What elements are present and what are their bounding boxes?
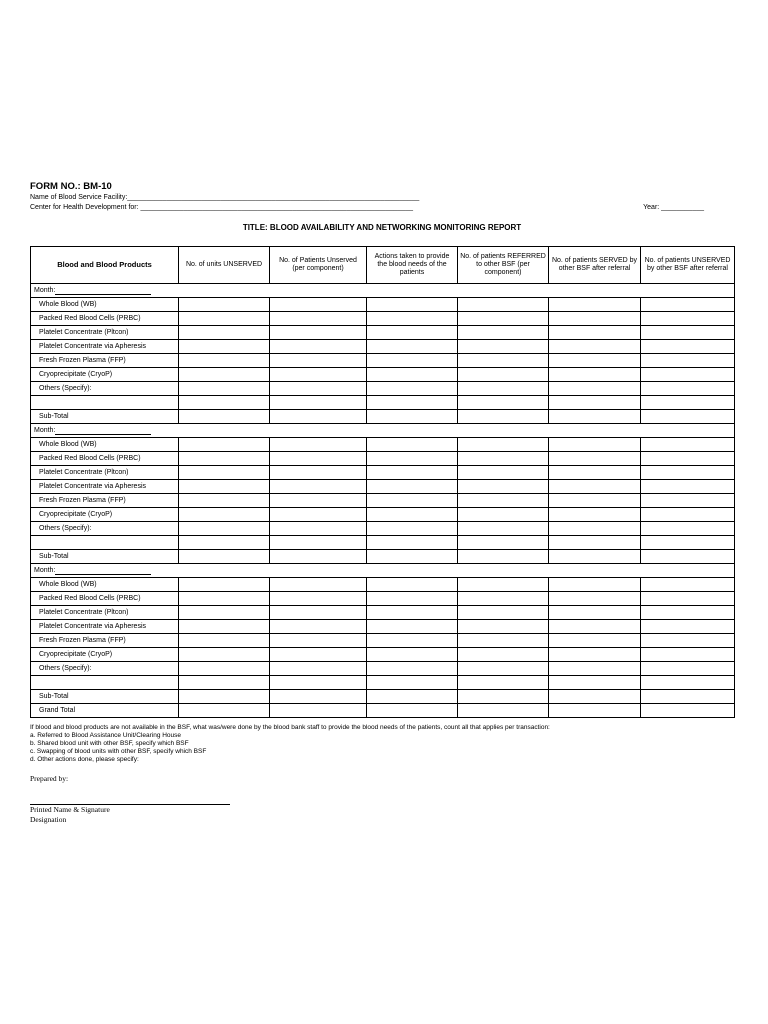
product-label: Fresh Frozen Plasma (FFP) (31, 634, 179, 648)
data-cell[interactable] (179, 312, 270, 326)
data-cell[interactable] (179, 452, 270, 466)
data-cell[interactable] (179, 368, 270, 382)
table-row (31, 480, 735, 494)
data-cell[interactable] (641, 368, 735, 382)
data-cell[interactable] (367, 326, 458, 340)
month-blank[interactable] (55, 288, 151, 295)
data-cell[interactable] (367, 536, 458, 550)
data-cell[interactable] (179, 690, 270, 704)
data-cell[interactable] (270, 662, 367, 676)
data-cell[interactable] (179, 438, 270, 452)
data-cell[interactable] (641, 578, 735, 592)
data-cell[interactable] (641, 326, 735, 340)
data-cell[interactable] (549, 438, 641, 452)
product-label: Platelet Concentrate (Pltcon) (31, 326, 179, 340)
report-table (30, 246, 735, 718)
data-cell[interactable] (549, 382, 641, 396)
signature-line[interactable] (30, 784, 230, 805)
data-cell[interactable] (641, 452, 735, 466)
data-cell[interactable] (549, 410, 641, 424)
data-cell[interactable] (458, 326, 549, 340)
product-label: Whole Blood (WB) (31, 578, 179, 592)
data-cell[interactable] (458, 480, 549, 494)
data-cell[interactable] (179, 606, 270, 620)
data-cell[interactable] (179, 662, 270, 676)
note-item: b. Shared blood unit with other BSF, specify which BSF (30, 740, 189, 747)
data-cell[interactable] (367, 508, 458, 522)
blank-cell[interactable] (31, 396, 179, 410)
data-cell[interactable] (270, 634, 367, 648)
data-cell[interactable] (270, 536, 367, 550)
product-label: Platelet Concentrate via Apheresis (31, 340, 179, 354)
center-line (30, 203, 734, 213)
data-cell[interactable] (179, 536, 270, 550)
notes-intro: If blood and blood products are not available in the BSF, what was/were done by the blood bank staff to provide the blood needs of the patients, count all that applies per transaction: (30, 724, 550, 731)
grand-total-row (31, 704, 735, 718)
data-cell[interactable] (549, 368, 641, 382)
month-label: Month: (34, 286, 56, 294)
report-title: TITLE: BLOOD AVAILABILITY AND NETWORKING MONITORING REPORT (242, 223, 522, 232)
data-cell[interactable] (641, 704, 735, 718)
col-patients-unserved-after: No. of patients UNSERVED by other BSF after referral (641, 247, 735, 284)
product-label: Platelet Concentrate via Apheresis (31, 620, 179, 634)
product-label: Whole Blood (WB) (31, 438, 179, 452)
data-cell[interactable] (270, 690, 367, 704)
data-cell[interactable] (641, 298, 735, 312)
data-cell[interactable] (458, 438, 549, 452)
data-cell[interactable] (549, 452, 641, 466)
header-row (31, 247, 735, 284)
data-cell[interactable] (641, 438, 735, 452)
data-cell[interactable] (458, 578, 549, 592)
data-cell[interactable] (367, 550, 458, 564)
table-row (31, 620, 735, 634)
blank-row (31, 676, 735, 690)
month-row (31, 564, 735, 578)
table-row (31, 592, 735, 606)
data-cell[interactable] (367, 704, 458, 718)
data-cell[interactable] (179, 550, 270, 564)
data-cell[interactable] (549, 578, 641, 592)
product-label: Whole Blood (WB) (31, 298, 179, 312)
data-cell[interactable] (458, 382, 549, 396)
product-label: Platelet Concentrate via Apheresis (31, 480, 179, 494)
month-label: Month: (34, 426, 56, 434)
data-cell[interactable] (549, 620, 641, 634)
blank-row (31, 396, 735, 410)
data-cell[interactable] (458, 592, 549, 606)
col-patients-unserved: No. of Patients Unserved (per component) (270, 247, 367, 284)
month-cell[interactable] (31, 284, 735, 298)
data-cell[interactable] (458, 396, 549, 410)
subtotal-label: Sub-Total (31, 410, 179, 424)
product-label: Cryoprecipitate (CryoP) (31, 648, 179, 662)
data-cell[interactable] (458, 340, 549, 354)
data-cell[interactable] (458, 298, 549, 312)
col-patients-served: No. of patients SERVED by other BSF after referral (549, 247, 641, 284)
data-cell[interactable] (367, 634, 458, 648)
data-cell[interactable] (270, 354, 367, 368)
data-cell[interactable] (367, 410, 458, 424)
note-item: c. Swapping of blood units with other BSF, specify which BSF (30, 748, 207, 755)
data-cell[interactable] (549, 704, 641, 718)
data-cell[interactable] (367, 606, 458, 620)
data-cell[interactable] (549, 550, 641, 564)
data-cell[interactable] (179, 480, 270, 494)
data-cell[interactable] (641, 620, 735, 634)
product-label: Packed Red Blood Cells (PRBC) (31, 312, 179, 326)
data-cell[interactable] (179, 340, 270, 354)
data-cell[interactable] (367, 578, 458, 592)
center-label[interactable]: Center for Health Development for: ______________________________________________________________________ (30, 204, 414, 211)
data-cell[interactable] (367, 690, 458, 704)
data-cell[interactable] (641, 648, 735, 662)
data-cell[interactable] (641, 396, 735, 410)
product-label: Platelet Concentrate (Pltcon) (31, 466, 179, 480)
subtotal-label: Sub-Total (31, 550, 179, 564)
data-cell[interactable] (367, 452, 458, 466)
data-cell[interactable] (549, 662, 641, 676)
product-label: Others (Specify): (31, 522, 179, 536)
note-item: a. Referred to Blood Assistance Unit/Clearing House (30, 732, 182, 739)
data-cell[interactable] (179, 592, 270, 606)
data-cell[interactable] (458, 536, 549, 550)
data-cell[interactable] (367, 620, 458, 634)
data-cell[interactable] (549, 508, 641, 522)
data-cell[interactable] (458, 494, 549, 508)
data-cell[interactable] (270, 466, 367, 480)
month-row (31, 424, 735, 438)
data-cell[interactable] (179, 634, 270, 648)
data-cell[interactable] (458, 312, 549, 326)
data-cell[interactable] (270, 550, 367, 564)
data-cell[interactable] (641, 466, 735, 480)
data-cell[interactable] (367, 480, 458, 494)
data-cell[interactable] (641, 522, 735, 536)
data-cell[interactable] (179, 704, 270, 718)
prepared-by-label: Prepared by: (30, 774, 69, 783)
data-cell[interactable] (458, 634, 549, 648)
data-cell[interactable] (549, 312, 641, 326)
data-cell[interactable] (549, 648, 641, 662)
data-cell[interactable] (367, 368, 458, 382)
grand-total-label: Grand Total (31, 704, 179, 718)
data-cell[interactable] (179, 578, 270, 592)
month-cell[interactable] (31, 424, 735, 438)
blank-row (31, 536, 735, 550)
data-cell[interactable] (270, 606, 367, 620)
data-cell[interactable] (549, 592, 641, 606)
data-cell[interactable] (367, 438, 458, 452)
table-row (31, 634, 735, 648)
data-cell[interactable] (270, 396, 367, 410)
data-cell[interactable] (641, 508, 735, 522)
data-cell[interactable] (458, 676, 549, 690)
data-cell[interactable] (458, 354, 549, 368)
facility-label[interactable]: Name of Blood Service Facility:___________________________________________________________________________ (30, 194, 420, 201)
data-cell[interactable] (270, 312, 367, 326)
data-cell[interactable] (641, 536, 735, 550)
data-cell[interactable] (270, 340, 367, 354)
data-cell[interactable] (641, 550, 735, 564)
data-cell[interactable] (549, 354, 641, 368)
data-cell[interactable] (367, 592, 458, 606)
data-cell[interactable] (641, 480, 735, 494)
data-cell[interactable] (641, 494, 735, 508)
data-cell[interactable] (549, 536, 641, 550)
data-cell[interactable] (549, 634, 641, 648)
data-cell[interactable] (179, 382, 270, 396)
data-cell[interactable] (270, 522, 367, 536)
data-cell[interactable] (179, 410, 270, 424)
data-cell[interactable] (458, 466, 549, 480)
data-cell[interactable] (458, 662, 549, 676)
data-cell[interactable] (641, 340, 735, 354)
table-row (31, 662, 735, 676)
data-cell[interactable] (549, 676, 641, 690)
data-cell[interactable] (270, 704, 367, 718)
product-label: Others (Specify): (31, 662, 179, 676)
data-cell[interactable] (367, 466, 458, 480)
col-units-unserved: No. of units UNSERVED (179, 247, 270, 284)
year-label[interactable]: Year: ___________ (643, 204, 704, 211)
product-label: Packed Red Blood Cells (PRBC) (31, 592, 179, 606)
data-cell[interactable] (367, 396, 458, 410)
table-row (31, 494, 735, 508)
data-cell[interactable] (270, 480, 367, 494)
data-cell[interactable] (179, 326, 270, 340)
table-row (31, 452, 735, 466)
data-cell[interactable] (549, 494, 641, 508)
data-cell[interactable] (367, 312, 458, 326)
data-cell[interactable] (179, 508, 270, 522)
data-cell[interactable] (367, 298, 458, 312)
data-cell[interactable] (549, 522, 641, 536)
data-cell[interactable] (549, 298, 641, 312)
data-cell[interactable] (270, 676, 367, 690)
printed-name-label: Printed Name & Signature (30, 805, 110, 814)
data-cell[interactable] (179, 620, 270, 634)
data-cell[interactable] (641, 354, 735, 368)
blank-cell[interactable] (31, 536, 179, 550)
table-row (31, 578, 735, 592)
data-cell[interactable] (367, 382, 458, 396)
table-row (31, 354, 735, 368)
data-cell[interactable] (641, 382, 735, 396)
data-cell[interactable] (270, 578, 367, 592)
data-cell[interactable] (367, 676, 458, 690)
product-label: Others (Specify): (31, 382, 179, 396)
month-blank[interactable] (55, 428, 151, 435)
table-row (31, 382, 735, 396)
table-row (31, 508, 735, 522)
product-label: Fresh Frozen Plasma (FFP) (31, 354, 179, 368)
data-cell[interactable] (549, 690, 641, 704)
data-cell[interactable] (641, 312, 735, 326)
product-label: Fresh Frozen Plasma (FFP) (31, 494, 179, 508)
data-cell[interactable] (367, 648, 458, 662)
data-cell[interactable] (367, 340, 458, 354)
data-cell[interactable] (270, 508, 367, 522)
month-cell[interactable] (31, 564, 735, 578)
data-cell[interactable] (549, 340, 641, 354)
data-cell[interactable] (367, 522, 458, 536)
subtotal-row (31, 550, 735, 564)
data-cell[interactable] (458, 368, 549, 382)
table-row (31, 522, 735, 536)
product-label: Cryoprecipitate (CryoP) (31, 368, 179, 382)
blank-cell[interactable] (31, 676, 179, 690)
data-cell[interactable] (549, 606, 641, 620)
data-cell[interactable] (641, 606, 735, 620)
form-number: FORM NO.: BM-10 (30, 181, 112, 192)
data-cell[interactable] (458, 452, 549, 466)
form-page (30, 181, 734, 825)
data-cell[interactable] (458, 648, 549, 662)
data-cell[interactable] (458, 550, 549, 564)
data-cell[interactable] (549, 466, 641, 480)
data-cell[interactable] (367, 354, 458, 368)
data-cell[interactable] (458, 410, 549, 424)
table-row (31, 312, 735, 326)
month-label: Month: (34, 566, 56, 574)
data-cell[interactable] (270, 298, 367, 312)
data-cell[interactable] (641, 410, 735, 424)
note-item: d. Other actions done, please specify: (30, 756, 139, 763)
data-cell[interactable] (549, 396, 641, 410)
col-patients-referred: No. of patients REFERRED to other BSF (per component) (458, 247, 549, 284)
data-cell[interactable] (270, 410, 367, 424)
data-cell[interactable] (179, 298, 270, 312)
data-cell[interactable] (458, 620, 549, 634)
data-cell[interactable] (458, 690, 549, 704)
signature-block (30, 774, 734, 825)
data-cell[interactable] (179, 354, 270, 368)
data-cell[interactable] (179, 648, 270, 662)
data-cell[interactable] (270, 620, 367, 634)
table-row (31, 438, 735, 452)
data-cell[interactable] (270, 592, 367, 606)
data-cell[interactable] (641, 676, 735, 690)
data-cell[interactable] (179, 676, 270, 690)
table-row (31, 340, 735, 354)
col-actions-taken: Actions taken to provide the blood needs of the patients (367, 247, 458, 284)
month-row (31, 284, 735, 298)
product-label: Cryoprecipitate (CryoP) (31, 508, 179, 522)
subtotal-row (31, 410, 735, 424)
data-cell[interactable] (458, 522, 549, 536)
product-label: Packed Red Blood Cells (PRBC) (31, 452, 179, 466)
designation-label: Designation (30, 815, 67, 824)
subtotal-row (31, 690, 735, 704)
data-cell[interactable] (270, 326, 367, 340)
data-cell[interactable] (641, 592, 735, 606)
data-cell[interactable] (641, 662, 735, 676)
data-cell[interactable] (458, 704, 549, 718)
table-row (31, 606, 735, 620)
facility-line (30, 193, 734, 203)
data-cell[interactable] (179, 466, 270, 480)
data-cell[interactable] (179, 522, 270, 536)
month-blank[interactable] (55, 568, 151, 575)
table-row (31, 368, 735, 382)
data-cell[interactable] (179, 494, 270, 508)
data-cell[interactable] (179, 396, 270, 410)
data-cell[interactable] (367, 494, 458, 508)
data-cell[interactable] (458, 508, 549, 522)
data-cell[interactable] (270, 368, 367, 382)
data-cell[interactable] (270, 438, 367, 452)
data-cell[interactable] (549, 326, 641, 340)
notes (30, 724, 734, 764)
data-cell[interactable] (270, 648, 367, 662)
subtotal-label: Sub-Total (31, 690, 179, 704)
table-row (31, 326, 735, 340)
product-label: Platelet Concentrate (Pltcon) (31, 606, 179, 620)
col-products: Blood and Blood Products (31, 247, 179, 284)
data-cell[interactable] (367, 662, 458, 676)
data-cell[interactable] (549, 480, 641, 494)
data-cell[interactable] (641, 690, 735, 704)
data-cell[interactable] (270, 382, 367, 396)
data-cell[interactable] (641, 634, 735, 648)
data-cell[interactable] (458, 606, 549, 620)
table-row (31, 298, 735, 312)
data-cell[interactable] (270, 452, 367, 466)
data-cell[interactable] (270, 494, 367, 508)
table-row (31, 466, 735, 480)
table-row (31, 648, 735, 662)
